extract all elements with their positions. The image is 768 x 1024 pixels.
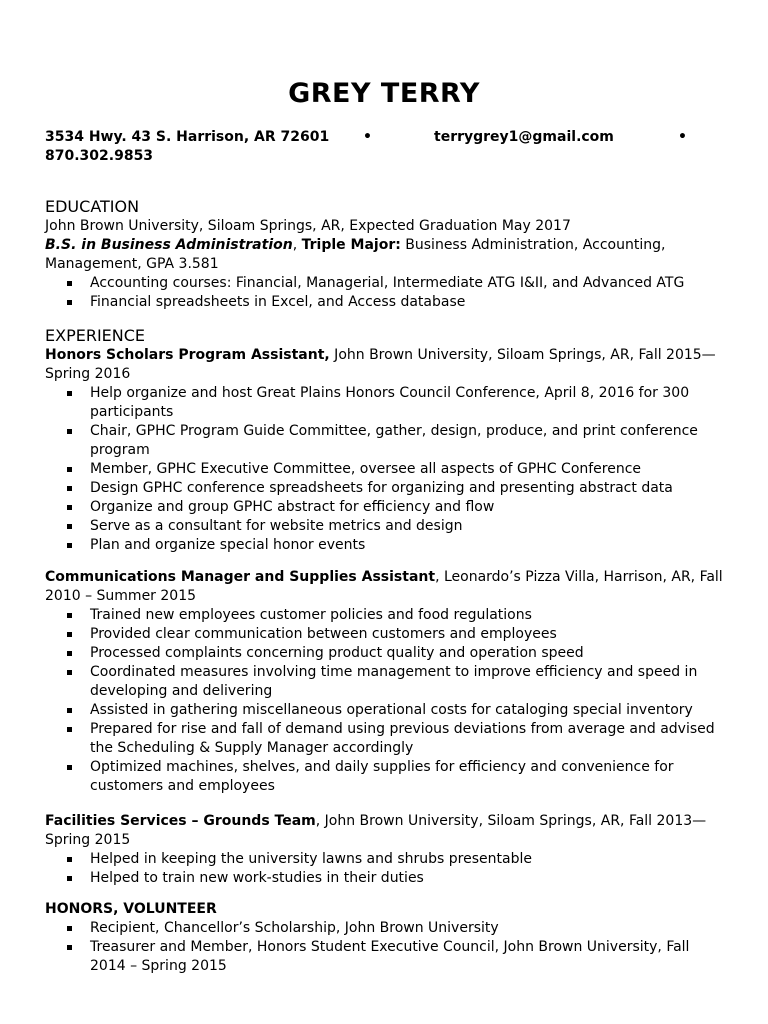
list-item: Optimized machines, shelves, and daily supplies for efficiency and convenience for customers and employees [45,758,725,796]
list-item: Trained new employees customer policies and food regulations [45,606,725,625]
bullet-icon [67,765,72,770]
education-degree [45,236,725,274]
bullet-icon [67,945,72,950]
education-heading: EDUCATION [45,197,140,216]
bullet-icon [67,708,72,713]
degree-separator: , [292,237,302,253]
education-school: John Brown University, Siloam Springs, AR, Expected Graduation May 2017 [45,218,571,234]
resume-name: GREY TERRY [288,78,480,109]
list-item: Prepared for rise and fall of demand using previous deviations from average and advised the Scheduling & Supply Manager accordingly [45,720,725,758]
bullet-icon [67,300,72,305]
bullet-icon [67,281,72,286]
bullet-icon [67,670,72,675]
experience-heading: EXPERIENCE [45,326,146,345]
contact-separator: • [678,129,687,145]
bullet-icon [67,651,72,656]
bullet-icon [67,613,72,618]
job-details: John Brown University, Siloam Springs, AR, Fall 2015—Spring 2016 [45,347,716,382]
list-item: Accounting courses: Financial, Managerial, Intermediate ATG I&II, and Advanced ATG [45,274,725,293]
bullet-icon [67,876,72,881]
contact-separator: • [363,129,372,145]
job-title: Honors Scholars Program Assistant, [45,347,330,363]
bullet-icon [67,524,72,529]
job-details: , Leonardo’s Pizza Villa, Harrison, AR, Fall 2010 – Summer 2015 [45,569,723,604]
bullet-icon [67,429,72,434]
list-item: Member, GPHC Executive Committee, oversee all aspects of GPHC Conference [45,460,725,479]
list-item: Treasurer and Member, Honors Student Executive Council, John Brown University, Fall 2014 – Spring 2015 [45,938,725,976]
bullet-icon [67,505,72,510]
list-item: Serve as a consultant for website metrics and design [45,517,725,536]
bullet-icon [67,486,72,491]
job-title: Facilities Services – Grounds Team [45,813,316,829]
resume-body [45,197,725,976]
list-item: Processed complaints concerning product quality and operation speed [45,644,725,663]
contact-address: 3534 Hwy. 43 S. Harrison, AR 72601 [45,129,330,145]
list-item: Helped to train new work-studies in their duties [45,869,725,888]
list-item: Design GPHC conference spreadsheets for organizing and presenting abstract data [45,479,725,498]
list-item: Assisted in gathering miscellaneous operational costs for cataloging special inventory [45,701,725,720]
list-item: Recipient, Chancellor’s Scholarship, John Brown University [45,919,725,938]
contact-phone: 870.302.9853 [45,148,154,164]
list-item: Plan and organize special honor events [45,536,725,555]
major-text: Business Administration, Accounting, Management, GPA 3.581 [45,237,666,272]
education-bullets [45,274,725,312]
bullet-icon [67,926,72,931]
job-bullets [45,384,725,555]
bullet-icon [67,857,72,862]
bullet-icon [67,467,72,472]
list-item: Provided clear communication between customers and employees [45,625,725,644]
contact-email: terrygrey1@gmail.com [434,129,614,145]
job-header [45,346,725,384]
major-label: Triple Major: [301,237,401,253]
list-item: Chair, GPHC Program Guide Committee, gather, design, produce, and print conference program [45,422,725,460]
bullet-icon [67,543,72,548]
list-item: Financial spreadsheets in Excel, and Access database [45,293,725,312]
job-header [45,568,725,606]
job-bullets [45,850,725,888]
job-header [45,812,725,850]
bullet-icon [67,727,72,732]
honors-heading: HONORS, VOLUNTEER [45,901,217,917]
job-details: , John Brown University, Siloam Springs, AR, Fall 2013—Spring 2015 [45,813,707,848]
list-item: Helped in keeping the university lawns and shrubs presentable [45,850,725,869]
bullet-icon [67,391,72,396]
degree-name: B.S. in Business Administration [45,237,293,253]
job-bullets [45,606,725,796]
list-item: Organize and group GPHC abstract for efficiency and flow [45,498,725,517]
list-item: Help organize and host Great Plains Honors Council Conference, April 8, 2016 for 300 participants [45,384,725,422]
honors-bullets [45,919,725,976]
job-title: Communications Manager and Supplies Assistant [45,569,436,585]
list-item: Coordinated measures involving time management to improve efficiency and speed in developing and delivering [45,663,725,701]
bullet-icon [67,632,72,637]
